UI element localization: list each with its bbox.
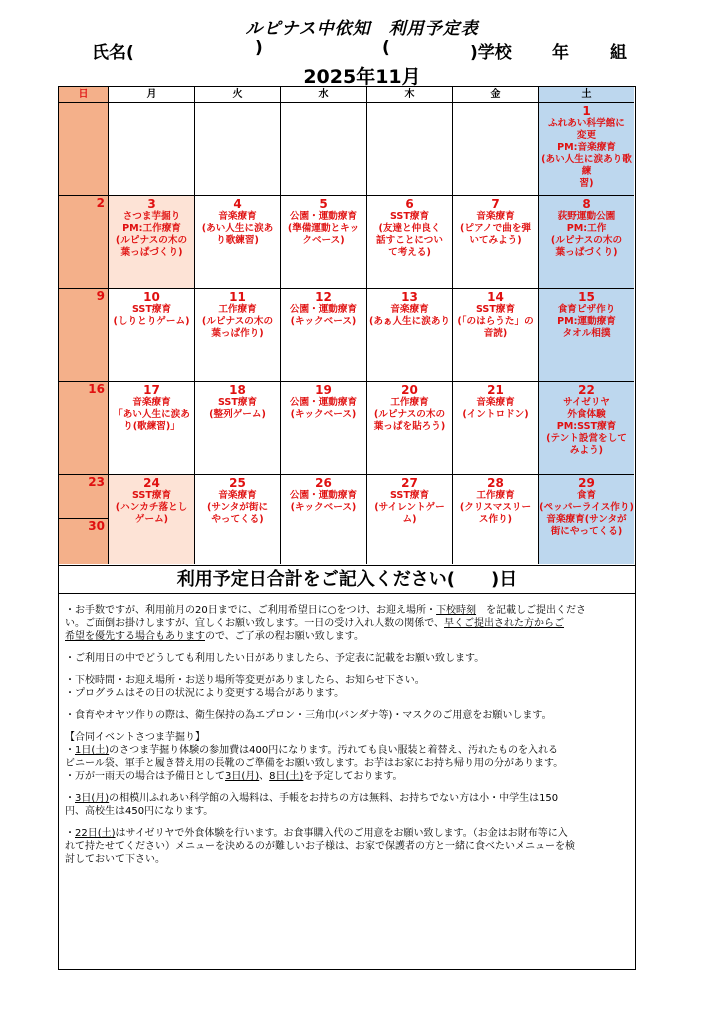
activity-text: みよう) [569, 445, 604, 456]
activity-text: 公園・運動療育 [289, 211, 358, 222]
activity-text: 工作療育 [218, 304, 257, 315]
day-cell [453, 475, 539, 564]
activity-text: 食育 [576, 490, 597, 501]
activity-text: SST療育 [389, 490, 430, 501]
day-number: 27 [401, 476, 418, 490]
note-food-hygiene: ・食育やオヤツ作りの際は、衛生保持の為エプロン・三角巾(バンダナ等)・マスクのご用意をお願いします。 [65, 710, 552, 721]
note-event-heading: 【合同イベントさつま芋掘り】 [65, 732, 205, 743]
weekday-header: 月 [109, 87, 195, 103]
day-number: 29 [578, 476, 595, 490]
activity-text: 音楽療育 [132, 397, 171, 408]
activity-text: 公園・運動療育 [289, 397, 358, 408]
activity-text: SST療育 [217, 397, 258, 408]
day-number: 17 [143, 383, 160, 397]
activity-text: (ルピナスの木の [550, 235, 623, 246]
weekday-header: 木 [367, 87, 453, 103]
activity-text: サイゼリヤ [563, 397, 610, 408]
day-cell [453, 382, 539, 475]
note-saizeriya: ・22日(土)はサイゼリヤで外食体験を行います。お食事購入代のご用意をお願い致します。（お金はお財布等に入 れて持たせてください）メニューを決めるのが難しいお子様は、お家で保護者の方と一緒に食べたいメニューを検 討しておいて下さい。 [65, 828, 575, 865]
day-cell [281, 103, 367, 196]
activity-text: SST療育 [131, 304, 172, 315]
sunday-cell: 30 [59, 519, 109, 564]
activity-text: PM:SST療育 [556, 421, 617, 432]
day-cell [453, 196, 539, 289]
day-cell [453, 289, 539, 382]
activity-text: 音楽療育 [218, 490, 257, 501]
activity-text: (テント設営をして [546, 433, 627, 444]
activity-text: (あぁ人生に涙あり [368, 316, 451, 327]
day-cell [281, 289, 367, 382]
sunday-cell: 16 [59, 382, 109, 475]
activity-text: 話すことについ [376, 235, 443, 246]
activity-text: 工作療育 [476, 490, 515, 501]
day-cell [367, 103, 453, 196]
year-label: 年 [552, 43, 569, 63]
day-cell [195, 382, 281, 475]
day-number: 3 [147, 197, 156, 211]
activity-text: 工作療育 [390, 397, 429, 408]
activity-text: クベース) [302, 235, 345, 246]
activity-text: (あい人生に涙あ [201, 223, 274, 234]
weekday-header: 金 [453, 87, 539, 103]
activity-text: さつま芋掘り [122, 211, 181, 222]
activity-text: (サンタが街に [206, 502, 269, 513]
school-label: )学校 [470, 43, 512, 63]
activity-text: SST療育 [475, 304, 516, 315]
day-number: 10 [143, 290, 160, 304]
day-cell [109, 382, 195, 475]
sunday-cell: 9 [59, 289, 109, 382]
activity-text: (ハンカチ落とし [115, 502, 188, 513]
activity-text: (サイレントゲー [374, 502, 445, 513]
day-number: 19 [315, 383, 332, 397]
weekday-header: 火 [195, 87, 281, 103]
activity-text: SST療育 [389, 211, 430, 222]
activity-text: 街にやってくる) [550, 526, 623, 537]
activity-text: PM:工作 [566, 223, 607, 234]
activity-text: いてみよう) [469, 235, 522, 246]
day-number: 14 [487, 290, 504, 304]
day-number: 20 [401, 383, 418, 397]
day-number: 25 [229, 476, 246, 490]
day-cell [109, 475, 195, 564]
day-cell [539, 382, 634, 475]
activity-text: (クリスマスリー [459, 502, 532, 513]
activity-text: 音楽療育 [218, 211, 257, 222]
activity-text: (しりとりゲーム) [113, 316, 190, 327]
activity-text: 外食体験 [567, 409, 606, 420]
class-label: 組 [610, 43, 627, 63]
activity-text: 音読) [483, 328, 508, 339]
activity-text: 音楽療育 [390, 304, 429, 315]
activity-text: 食育ピザ作り [557, 304, 616, 315]
day-cell [281, 382, 367, 475]
day-cell [367, 382, 453, 475]
day-cell [195, 289, 281, 382]
activity-text: 公園・運動療育 [289, 304, 358, 315]
activity-text: 葉っぱ作り) [211, 328, 264, 339]
page-title: ルピナス中依知 利用予定表 [245, 19, 479, 39]
day-cell [195, 475, 281, 564]
activity-text: PM:運動療育 [557, 316, 616, 327]
note-rain-date: ・万が一雨天の場合は予備日として3日(月)、8日(土)を予定しております。 [65, 771, 403, 782]
activity-text: 「あい人生に涙あ [113, 409, 190, 420]
calendar-grid [58, 86, 636, 566]
sunday-cell [59, 103, 109, 196]
day-cell [195, 196, 281, 289]
day-cell [109, 103, 195, 196]
activity-text: ス作り) [478, 514, 513, 525]
weekday-header: 水 [281, 87, 367, 103]
day-number: 4 [233, 197, 242, 211]
activity-text: SST療育 [131, 490, 172, 501]
activity-text: (ペッパーライス作り) [539, 502, 634, 513]
activity-text: (キックベース) [290, 502, 357, 513]
sunday-cell: 23 [59, 475, 109, 519]
activity-text: 変更 [576, 130, 597, 141]
day-number: 21 [487, 383, 504, 397]
day-cell [109, 289, 195, 382]
day-number: 7 [491, 197, 500, 211]
activity-text: (ピアノで曲を弾 [459, 223, 532, 234]
activity-text: やってくる) [211, 514, 264, 525]
activity-text: (あい人生に涙あり歌練 [541, 154, 632, 177]
day-number: 8 [582, 197, 591, 211]
activity-text: (ルピナスの木の [373, 409, 446, 420]
activity-text: (友達と仲良く [378, 223, 441, 234]
day-cell [539, 196, 634, 289]
activity-text: 荻野運動公園 [557, 211, 616, 222]
activity-text: (イントロドン) [462, 409, 529, 420]
day-number: 26 [315, 476, 332, 490]
total-days-prompt: 利用予定日合計をご記入ください( )日 [58, 566, 636, 594]
day-number: 1 [582, 104, 591, 118]
name-label: 氏名( [92, 43, 134, 63]
activity-text: 葉っぱづくり) [120, 247, 183, 258]
activity-text: (整列ゲーム) [209, 409, 266, 420]
activity-text: (準備運動とキッ [287, 223, 360, 234]
sunday-cell: 2 [59, 196, 109, 289]
activity-text: (ルピナスの木の [201, 316, 274, 327]
day-cell [281, 196, 367, 289]
note-event-fee: ・1日(土)のさつま芋掘り体験の参加費は400円になります。汚れても良い服装と着替え、汚れたものを入れる ビニール袋、軍手と履き替え用の長靴のご準備をお願い致します。お芋はお家にお持ち帰り用の分があります。 [65, 745, 564, 769]
day-cell [539, 475, 634, 564]
day-cell [367, 475, 453, 564]
activity-text: り(歌練習)」 [123, 421, 180, 432]
day-cell [281, 475, 367, 564]
day-number: 6 [405, 197, 414, 211]
activity-text: 葉っぱを貼ろう) [373, 421, 446, 432]
weekday-header: 土 [539, 87, 634, 103]
name-line [0, 38, 724, 62]
day-cell [195, 103, 281, 196]
day-cell [367, 196, 453, 289]
day-number: 22 [578, 383, 595, 397]
day-cell [539, 289, 634, 382]
day-number: 18 [229, 383, 246, 397]
school-open: ( [382, 38, 390, 58]
day-cell [539, 103, 634, 196]
note-priority-days: ・ご利用日の中でどうしても利用したい日がありましたら、予定表に記載をお願い致します。 [65, 653, 485, 664]
activity-text: ム) [402, 514, 417, 525]
activity-text: PM:音楽療育 [557, 142, 616, 153]
note-science-museum: ・3日(月)の相模川ふれあい科学館の入場料は、手帳をお持ちの方は無料、お持ちでない方は小・中学生は150 円、高校生は450円になります。 [65, 793, 559, 817]
note-change-notify: ・下校時間・お迎え場所・お送り場所等変更がありましたら、お知らせ下さい。 [65, 675, 425, 686]
notes-section [58, 594, 636, 970]
activity-text: タオル相撲 [562, 328, 611, 339]
note-program-change: ・プログラムはその日の状況により変更する場合があります。 [65, 688, 345, 699]
activity-text: 葉っぱづくり) [555, 247, 618, 258]
activity-text: (キックベース) [290, 409, 357, 420]
activity-text: 音楽療育 [476, 397, 515, 408]
day-number: 5 [319, 197, 328, 211]
activity-text: 音楽療育(サンタが [546, 514, 627, 525]
activity-text: PM:工作療育 [122, 223, 181, 234]
activity-text: 公園・運動療育 [289, 490, 358, 501]
month-title: 2025年11月 [303, 66, 421, 88]
activity-text: ゲーム) [134, 514, 169, 525]
day-number: 15 [578, 290, 595, 304]
activity-text: て考える) [388, 247, 431, 258]
day-cell [453, 103, 539, 196]
activity-text: 音楽療育 [476, 211, 515, 222]
day-number: 12 [315, 290, 332, 304]
day-cell [109, 196, 195, 289]
weekday-header: 日 [59, 87, 109, 103]
day-number: 13 [401, 290, 418, 304]
day-cell [367, 289, 453, 382]
day-number: 11 [229, 290, 246, 304]
activity-text: (「のはらうた」の [457, 316, 534, 327]
day-number: 28 [487, 476, 504, 490]
activity-text: (ルピナスの木の [115, 235, 188, 246]
activity-text: ふれあい科学館に [548, 118, 625, 129]
day-number: 24 [143, 476, 160, 490]
name-close: ) [255, 38, 263, 58]
activity-text: り歌練習) [216, 235, 259, 246]
note-submission: ・お手数ですが、利用前月の20日までに、ご利用希望日に○をつけ、お迎え場所・下校時刻 を記載しご提出くださ い。ご面倒お掛けしますが、宜しくお願い致します。一日の受け入れ人数の関係で、早くご提出された方からご 希望を優先する場合もありますので、ご了承の程お願い致します。 [65, 605, 587, 642]
activity-text: (キックベース) [290, 316, 357, 327]
activity-text: 習) [579, 178, 594, 189]
